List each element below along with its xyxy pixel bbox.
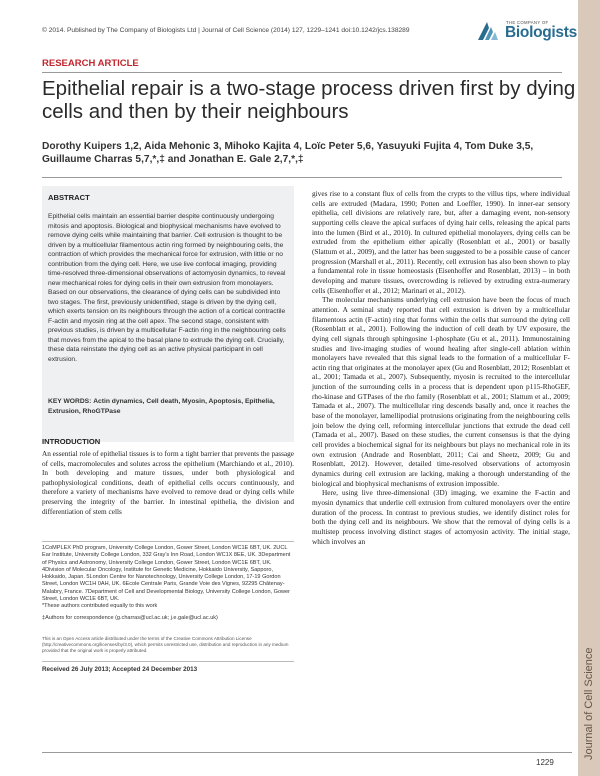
affiliations xyxy=(42,545,294,611)
article-type: RESEARCH ARTICLE xyxy=(42,58,139,69)
journal-side-label-text: Journal of Cell Science xyxy=(583,647,595,760)
publisher-logo xyxy=(472,20,592,44)
authors-line-1: Dorothy Kuipers 1,2, Aida Mehonic 3, Mihoko Kajita 4, Loïc Peter 5,6, Yasuyuki Fujita 4, Tom Duke 3,5, xyxy=(42,141,534,152)
paragraph: gives rise to a constant flux of cells from the crypts to the villus tips, where individual cells are extruded (Madara, 1990; Potten and Loeffler, 1990). In inner-ear sensory epithelia, cell divisions are relatively rare, but, after a damaging event, non-sensory supporting cells cleave the apical surfaces of dying hair cells, releasing the apical parts into the lumen (Bird et al., 2010). In cultured epithelial monolayers, dying cells can be extruded from the epithelium either apically (Rosenblatt et al., 2001) or basally (Slattum et al., 2009), and the latter has been suggested to be a possible cause of cancer progression (Marshall et al., 2011). Recently, cell extrusion has also been shown to play a fundamental role in tissue homeostasis (Eisenhoffer and Rosenblatt, 2013) – in both developing and mature tissues, overcrowding is relieved by extruding extra-numerary cells (Eisenhoffer et al., 2012; Marinari et al., 2012). xyxy=(312,189,570,295)
keywords xyxy=(48,397,288,416)
keywords-list: Actin dynamics, Cell death, Myosin, Apoptosis, Epithelia, Extrusion, RhoGTPase xyxy=(48,398,275,415)
license-text: This is an Open Access article distributed under the terms of the Creative Commons Attribution License (http://creativecommons.org/licenses/by/3.0), which permits unrestricted use, distribution and reproduction in any medium provided that the original work is properly attributed. xyxy=(42,636,289,654)
logo-mark-icon xyxy=(476,20,502,42)
journal-meta: © 2014. Published by The Company of Biologists Ltd | Journal of Cell Science (2014) 127, 1229–1241 doi:10.1242/jcs.138289 xyxy=(42,27,410,34)
footnote-divider xyxy=(42,541,294,542)
abstract-heading: ABSTRACT xyxy=(48,193,90,202)
equal-contribution-note: *These authors contributed equally to this work xyxy=(42,603,158,610)
received-divider xyxy=(42,661,294,662)
authors-divider xyxy=(42,177,562,178)
authors-line-2: Guillaume Charras 5,7,*,‡ and Jonathan E. Gale 2,7,*,‡ xyxy=(42,154,304,165)
footer-divider xyxy=(42,752,572,753)
paragraph: The molecular mechanisms underlying cell extrusion have been the focus of much attention. A seminal study reported that cell extrusion is driven by a multicellular filamentous actin (F-actin) ring that forms within the cells that surround the dying cell (Rosenblatt et al., 2001). Following the induction of cell death by UV exposure, the dying cell signals through sphingosine 1-phosphate (Gu et al., 2011). Immunostaining studies and live-imaging studies of wound healing after single-cell ablation within monolayers have revealed that this signal leads to the formation of a multicellular F-actin ring that originates at the monolayer apex (Gu and Rosenblatt, 2012; Rosenblatt et al., 2001; Tamada et al., 2007). Subsequently, myosin is recruited to the intercellular junction of the surrounding cells in a process that is dependent upon p115-RhoGEF, rho-kinase and GTPases of the rho family (Rosenblatt et al., 2001; Slattum et al., 2009; Tamada et al., 2007). The multicellular ring descends basally and, once it reaches the base of the monolayer, lamellipodial protrusions originating from the neighbouring cells join below the dying cell, reforming intercellular junctions that extrude the dead cell (Tamada et al., 2007). Based on these studies, the current consensus is that the dying cell provides a biochemical signal for its neighbours but plays no mechanical role in its own extrusion (Andrade and Rosenblatt, 2011; Cai and Sheetz, 2009; Gu and Rosenblatt, 2012). However, detailed time-resolved observations of actomyosin dynamics during cell extrusion are lacking, making a thorough understanding of the biological and biophysical mechanisms of extrusion impossible. xyxy=(312,295,570,488)
correspondence: ‡Authors for correspondence (g.charras@ucl.ac.uk; j.e.gale@ucl.ac.uk) xyxy=(42,615,218,621)
paragraph: Here, using live three-dimensional (3D) imaging, we examine the F-actin and myosin dynamics that underlie cell extrusion from cultured monolayers over the entire duration of the process. In contrast to previous studies, we identify distinct roles for both the dying cell and its neighbours. We show that the removal of dying cells is a multistep process involving distinct stages of actomyosin activity. The initial stage, which involves an xyxy=(312,488,570,546)
received-dates: Received 26 July 2013; Accepted 24 December 2013 xyxy=(42,666,198,673)
introduction-heading: INTRODUCTION xyxy=(42,437,101,446)
abstract-box xyxy=(42,186,294,442)
keywords-label: KEY WORDS: xyxy=(48,398,92,405)
title-divider xyxy=(42,72,562,73)
introduction-text: An essential role of epithelial tissues is to form a tight barrier that prevents the passage of cells, macromolecules and solutes across the epithelium (Marchiando et al., 2010). In both developing and mature tissues, under both physiological and pathophysiological conditions, death of epithelial cells occurs continuously, and therefore a variety of mechanisms have evolved to remove dead or dying cells while preserving the integrity of the barrier. In intestinal epithelia, the division and differentiation of stem cells xyxy=(42,450,294,516)
abstract-text: Epithelial cells maintain an essential barrier despite continuously undergoing mitosis and apoptosis. Biological and biophysical mechanisms have evolved to remove dying cells while maintaining that barrier. Cell extrusion is thought to be driven by a multicellular filamentous actin ring formed by neighbouring cells, the contraction of which provides the mechanical force for extrusion, with little or no contribution from the dying cell. Here, we use live confocal imaging, providing time-resolved three-dimensional observations of actomyosin dynamics, to reveal new mechanical roles for dying cells in their own extrusion from monolayers. Based on our observations, the clearance of dying cells can be subdivided into two stages. The first, previously unidentified, stage is driven by the dying cell, which exerts tension on its neighbours through the action of a cortical contractile F-actin and myosin ring at the cell apex. The second stage, consistent with previous studies, is driven by a multicellular F-actin ring in the neighbouring cells that moves from the apical to the basal plane to extrude the dying cell. Crucially, these data reinstate the dying cell as an active physical participant in cell extrusion. xyxy=(48,213,286,363)
right-column xyxy=(312,189,570,546)
affiliations-text: 1CoMPLEX PhD program, University College London, Gower Street, London WC1E 6BT, UK. 2UCL Ear Institute, University College London, 332 Gray's Inn Road, London WC1X 8EE, UK. 3Department of Physics and Astronomy, University College London, Gower Street, London WC1E 6BT, UK. 4Division of Molecular Oncology, Institute for Genetic Medicine, Hokkaido University, Sapporo, Hokkaido, Japan. 5London Centre for Nanotechnology, University College London, 17-19 Gordon Street, London WC1H 0AH, UK. 6Ecole Centrale Paris, Grande Voie des Vignes, 92295 Châtenay-Malabry, France. 7Department of Cell and Developmental Biology, University College London, Gower Street, London WC1E 6BT, UK. xyxy=(42,545,291,603)
page-number: 1229 xyxy=(536,758,554,767)
author-list xyxy=(42,140,562,166)
article-title: Epithelial repair is a two-stage process driven first by dying cells and then by their neighbours xyxy=(42,77,576,123)
logo-text: Biologists xyxy=(505,24,577,41)
logo-small-text: THE COMPANY OF xyxy=(506,20,549,25)
